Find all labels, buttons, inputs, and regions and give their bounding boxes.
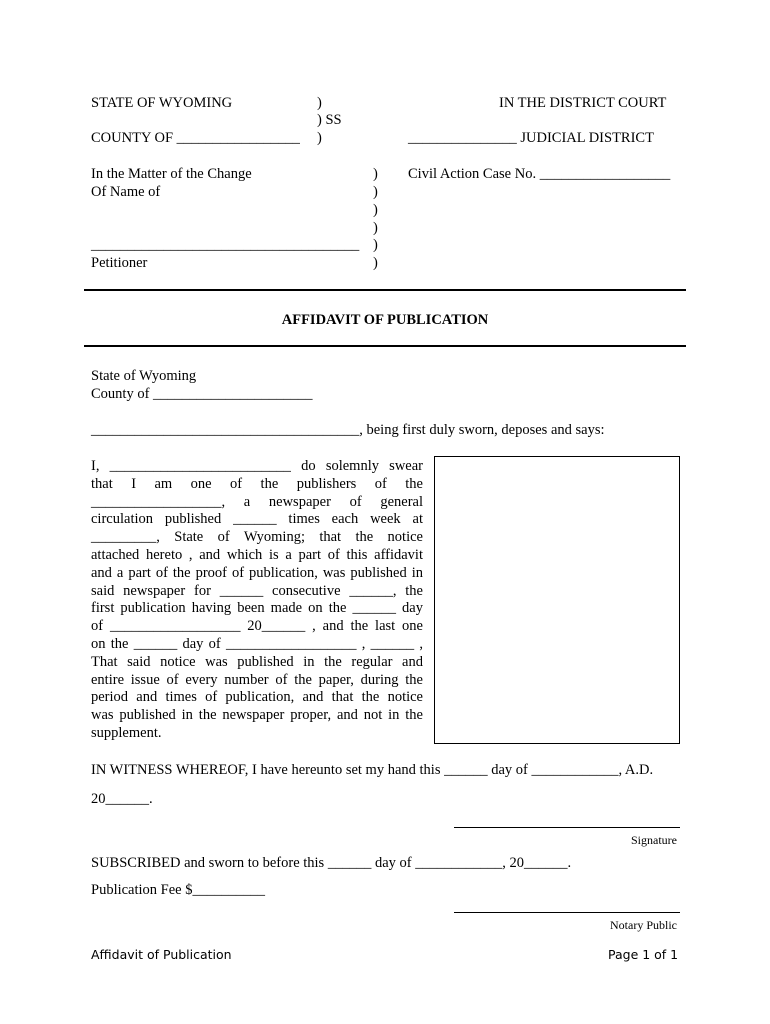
caption-paren: ): [373, 202, 378, 218]
court-heading: IN THE DISTRICT COURT: [499, 95, 667, 111]
venue-state: State of Wyoming: [91, 368, 197, 384]
notice-attachment-box: [434, 456, 680, 744]
subscribed-statement: SUBSCRIBED and sworn to before this ______ day of ____________, 20______.: [91, 855, 572, 871]
body-line: entire issue of every number of the paper, during the: [91, 671, 423, 688]
county-heading: COUNTY OF _________________: [91, 130, 300, 146]
witness-statement: IN WITNESS WHEREOF, I have hereunto set my hand this ______ day of ____________, A.D.: [91, 762, 654, 778]
body-line: circulation published ______ times each week at: [91, 511, 423, 528]
case-number: Civil Action Case No. __________________: [408, 166, 671, 182]
venue-county: County of ______________________: [91, 386, 313, 402]
judicial-district: _______________ JUDICIAL DISTRICT: [408, 130, 654, 146]
top-divider: [84, 289, 686, 291]
page-number: Page 1 of 1: [608, 947, 679, 962]
document-title: AFFIDAVIT OF PUBLICATION: [281, 312, 489, 328]
body-line: That said notice was published in the regular and: [91, 653, 423, 670]
affidavit-body: [91, 458, 423, 743]
body-line: attached hereto , and which is a part of this affidavit: [91, 546, 423, 563]
caption-paren: ): [373, 237, 378, 253]
caption-paren: ): [373, 166, 378, 182]
notary-signature-line: [454, 912, 680, 913]
signature-label: Signature: [631, 833, 677, 847]
footer-title: Affidavit of Publication: [91, 947, 232, 962]
petitioner-name-line: _____________________________________: [91, 237, 360, 253]
petitioner-label: Petitioner: [91, 255, 148, 271]
caption-paren: ): [373, 255, 378, 271]
body-line: that I am one of the publishers of the: [91, 475, 423, 492]
body-line: said newspaper for ______ consecutive ______, the: [91, 582, 423, 599]
publication-fee: Publication Fee $__________: [91, 882, 265, 898]
matter-line-1: In the Matter of the Change: [91, 166, 252, 182]
caption-paren: ): [373, 220, 378, 236]
body-line: of __________________ 20______ , and the last one: [91, 618, 423, 635]
caption-paren: ): [317, 95, 322, 111]
body-line: period and times of publication, and that the notice: [91, 689, 423, 706]
matter-line-2: Of Name of: [91, 184, 161, 200]
body-line: I, _________________________ do solemnly swear: [91, 458, 423, 474]
sworn-statement: _____________________________________, being first duly sworn, deposes and says:: [91, 422, 605, 438]
caption-paren: ): [317, 130, 322, 146]
caption-paren: ): [373, 184, 378, 200]
witness-year: 20______.: [91, 791, 153, 807]
bottom-divider: [84, 345, 686, 347]
body-line: was published in the newspaper proper, and not in the: [91, 707, 423, 724]
ss-marker: ) SS: [317, 112, 342, 128]
body-line: and a part of the proof of publication, was published in: [91, 564, 423, 581]
body-line: first publication having been made on the ______ day: [91, 600, 423, 617]
body-line: on the ______ day of __________________ , ______ ,: [91, 635, 423, 652]
body-line: __________________, a newspaper of general: [91, 493, 423, 510]
body-line: _________, State of Wyoming; that the notice: [91, 529, 423, 546]
body-line: supplement.: [91, 724, 162, 741]
signature-line: [454, 827, 680, 828]
notary-label: Notary Public: [610, 918, 677, 932]
state-heading: STATE OF WYOMING: [91, 95, 233, 111]
